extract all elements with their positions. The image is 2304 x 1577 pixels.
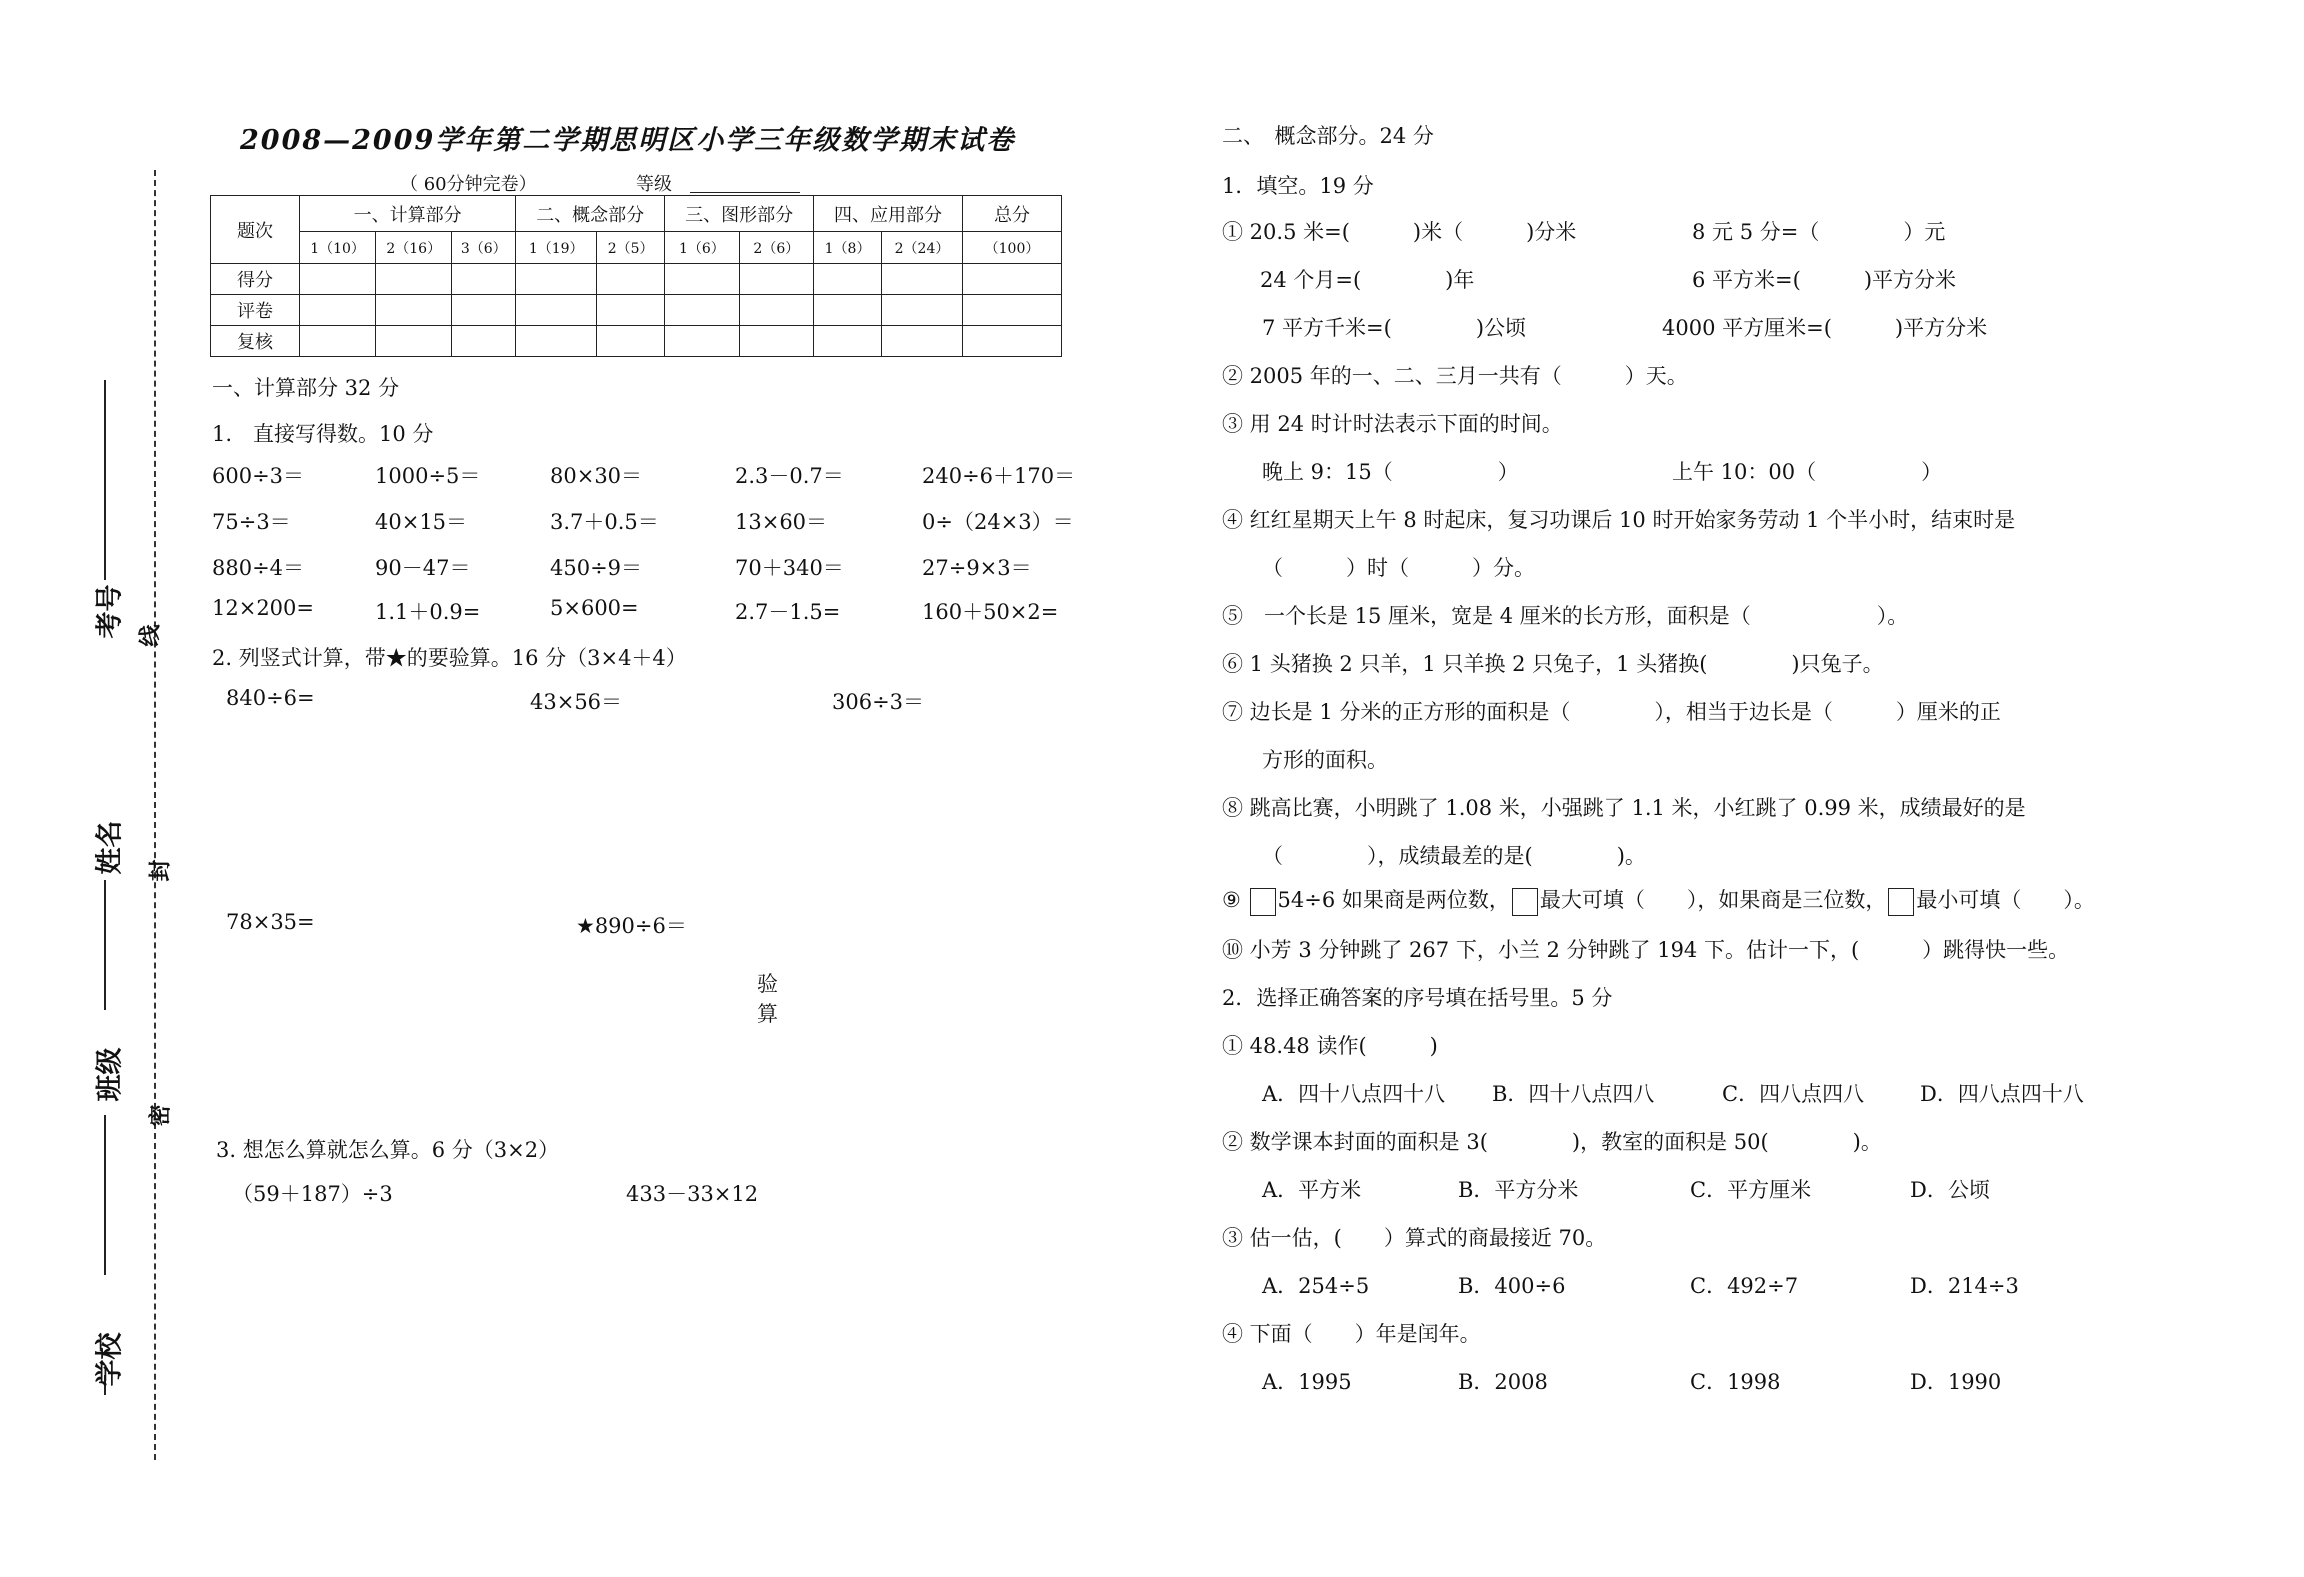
blank-box[interactable] bbox=[1250, 888, 1276, 916]
q1-item: 90－47＝ bbox=[375, 556, 471, 580]
binding-dashed-line bbox=[154, 170, 156, 1460]
table-group-geometry: 三、图形部分 bbox=[665, 196, 814, 232]
fill-q1e: 7 平方千米=( )公顷 bbox=[1262, 316, 1527, 340]
q1-item: 13×60＝ bbox=[735, 510, 828, 534]
score-cell[interactable] bbox=[452, 295, 516, 326]
name-label: 姓名 bbox=[94, 820, 126, 875]
q1-item: 70＋340＝ bbox=[735, 556, 844, 580]
score-cell[interactable] bbox=[300, 326, 376, 357]
score-cell[interactable] bbox=[814, 295, 882, 326]
q1-item: 0÷（24×3）＝ bbox=[922, 510, 1074, 534]
score-cell[interactable] bbox=[376, 295, 452, 326]
q1-item: 27÷9×3＝ bbox=[922, 556, 1032, 580]
score-cell[interactable] bbox=[597, 264, 665, 295]
table-row-label: 评卷 bbox=[211, 295, 300, 326]
q1-item: 600÷3＝ bbox=[212, 464, 305, 488]
mi-char: 密 bbox=[148, 1104, 174, 1127]
table-total-label: 总分 bbox=[963, 196, 1062, 232]
score-cell[interactable] bbox=[739, 326, 813, 357]
q2-item: 840÷6= bbox=[226, 686, 315, 710]
choice-option: D．四八点四十八 bbox=[1920, 1082, 2084, 1106]
table-subcol: 2（24） bbox=[882, 232, 963, 264]
score-cell[interactable] bbox=[739, 264, 813, 295]
fill-q7b: 方形的面积。 bbox=[1262, 748, 1388, 772]
fill-q1d: 6 平方米=( )平方分米 bbox=[1692, 268, 1957, 292]
q2-item: 43×56＝ bbox=[530, 690, 623, 714]
class-underline bbox=[104, 1115, 106, 1275]
verify-label: 算 bbox=[757, 1002, 778, 1026]
q1-item: 1000÷5＝ bbox=[375, 464, 481, 488]
q3-item: 433－33×12 bbox=[626, 1182, 759, 1206]
score-cell[interactable] bbox=[452, 326, 516, 357]
table-subcol: 1（8） bbox=[814, 232, 882, 264]
table-subcol: 2（6） bbox=[739, 232, 813, 264]
fill-q5: ⑤ 一个长是 15 厘米，宽是 4 厘米的长方形，面积是（ ）。 bbox=[1222, 604, 1909, 628]
q1-item: 75÷3＝ bbox=[212, 510, 291, 534]
fill-q1c: 24 个月=( )年 bbox=[1260, 268, 1475, 292]
table-group-calc: 一、计算部分 bbox=[300, 196, 516, 232]
score-cell[interactable] bbox=[963, 326, 1062, 357]
score-cell[interactable] bbox=[963, 295, 1062, 326]
score-cell[interactable] bbox=[597, 295, 665, 326]
choice-option: A．1995 bbox=[1262, 1370, 1352, 1394]
score-cell[interactable] bbox=[882, 264, 963, 295]
score-cell[interactable] bbox=[882, 326, 963, 357]
choice-q4: ④ 下面（ ）年是闰年。 bbox=[1222, 1322, 1481, 1346]
score-cell[interactable] bbox=[814, 326, 882, 357]
q3-item: （59＋187）÷3 bbox=[232, 1182, 393, 1206]
score-cell[interactable] bbox=[814, 264, 882, 295]
table-subcol: 3（6） bbox=[452, 232, 516, 264]
q1-item: 240÷6＋170＝ bbox=[922, 464, 1076, 488]
exam-no-underline bbox=[104, 380, 106, 580]
choice-option: C．平方厘米 bbox=[1690, 1178, 1812, 1202]
choice-option: C．1998 bbox=[1690, 1370, 1781, 1394]
table-row-label: 复核 bbox=[211, 326, 300, 357]
q1-item: 2.3－0.7＝ bbox=[735, 464, 844, 488]
fill-q1a: ① 20.5 米=( )米（ )分米 bbox=[1222, 220, 1577, 244]
q2-title: 2. 列竖式计算，带★的要验算。16 分（3×4＋4） bbox=[212, 646, 687, 670]
choice-option: B．平方分米 bbox=[1458, 1178, 1579, 1202]
blank-box[interactable] bbox=[1512, 888, 1538, 916]
fill-q10: ⑩ 小芳 3 分钟跳了 267 下，小兰 2 分钟跳了 194 下。估计一下，( ）跳得快一些。 bbox=[1222, 938, 2070, 962]
table-subcol: 1（6） bbox=[665, 232, 739, 264]
choice-q3: ③ 估一估，( ）算式的商最接近 70。 bbox=[1222, 1226, 1607, 1250]
fill-q9-text: 54÷6 如果商是两位数， bbox=[1277, 888, 1510, 912]
table-subcol: 2（5） bbox=[597, 232, 665, 264]
choice-option: D．1990 bbox=[1910, 1370, 2002, 1394]
fill-q2: ② 2005 年的一、二、三月一共有（ ）天。 bbox=[1222, 364, 1688, 388]
fill-q4b: （ ）时（ ）分。 bbox=[1262, 556, 1535, 580]
school-label: 学校 bbox=[94, 1332, 126, 1387]
exam-title: 2008—2009学年第二学期思明区小学三年级数学期末试卷 bbox=[240, 125, 1016, 156]
choice-option: A．254÷5 bbox=[1262, 1274, 1370, 1298]
choice-option: D．214÷3 bbox=[1910, 1274, 2019, 1298]
q2-item: 78×35= bbox=[226, 910, 315, 934]
q1-item: 2.7－1.5= bbox=[735, 600, 841, 624]
fill-q1f: 4000 平方厘米=( )平方分米 bbox=[1662, 316, 1988, 340]
fill-q7: ⑦ 边长是 1 分米的正方形的面积是（ ），相当于边长是（ ）厘米的正 bbox=[1222, 700, 2001, 724]
q1-item: 450÷9＝ bbox=[550, 556, 643, 580]
section1-heading: 一、计算部分 32 分 bbox=[212, 376, 400, 400]
score-table bbox=[210, 195, 1062, 357]
fill-q6: ⑥ 1 头猪换 2 只羊，1 只羊换 2 只兔子，1 头猪换( )只兔子。 bbox=[1222, 652, 1884, 676]
grade-underline bbox=[690, 192, 800, 193]
fill-q9 bbox=[1222, 884, 2095, 916]
fill-q3a: 晚上 9：15（ ） bbox=[1262, 460, 1519, 484]
q1-item: 160＋50×2= bbox=[922, 600, 1059, 624]
table-subcol: 1（19） bbox=[516, 232, 597, 264]
score-cell[interactable] bbox=[665, 264, 739, 295]
fill-title: 1．填空。19 分 bbox=[1222, 174, 1374, 198]
fill-q8: ⑧ 跳高比赛，小明跳了 1.08 米，小强跳了 1.1 米，小红跳了 0.99 米，成绩最好的是 bbox=[1222, 796, 2026, 820]
table-subcol: 1（10） bbox=[300, 232, 376, 264]
score-cell[interactable] bbox=[452, 264, 516, 295]
name-underline bbox=[104, 880, 106, 1010]
line-char: 线 bbox=[138, 624, 164, 647]
verify-label: 验 bbox=[757, 972, 778, 996]
choice-option: A．四十八点四十八 bbox=[1262, 1082, 1446, 1106]
table-group-concept: 二、概念部分 bbox=[516, 196, 665, 232]
q1-item: 12×200= bbox=[212, 596, 314, 620]
table-group-application: 四、应用部分 bbox=[814, 196, 963, 232]
table-subcol: 2（16） bbox=[376, 232, 452, 264]
choice-q1: ① 48.48 读作( ) bbox=[1222, 1034, 1438, 1058]
score-cell[interactable] bbox=[597, 326, 665, 357]
q1-item: 40×15＝ bbox=[375, 510, 468, 534]
choice-option: B．四十八点四八 bbox=[1492, 1082, 1655, 1106]
choice-option: B．400÷6 bbox=[1458, 1274, 1566, 1298]
choice-title: 2．选择正确答案的序号填在括号里。5 分 bbox=[1222, 986, 1613, 1010]
score-cell[interactable] bbox=[882, 295, 963, 326]
score-cell[interactable] bbox=[665, 326, 739, 357]
score-cell[interactable] bbox=[516, 264, 597, 295]
choice-option: C．492÷7 bbox=[1690, 1274, 1799, 1298]
score-cell[interactable] bbox=[376, 264, 452, 295]
grade-label: 等级 bbox=[636, 174, 672, 195]
q1-title: 1. 直接写得数。10 分 bbox=[212, 422, 434, 446]
score-cell[interactable] bbox=[516, 295, 597, 326]
q2-item-verify: ★890÷6＝ bbox=[576, 914, 687, 938]
choice-option: D．公顷 bbox=[1910, 1178, 1990, 1202]
score-cell[interactable] bbox=[516, 326, 597, 357]
score-cell[interactable] bbox=[963, 264, 1062, 295]
class-label: 班级 bbox=[94, 1047, 126, 1102]
table-row-label: 得分 bbox=[211, 264, 300, 295]
fill-q9-text: 最大可填（ ），如果商是三位数， bbox=[1539, 888, 1887, 912]
fill-q9-text: 最小可填（ ）。 bbox=[1916, 888, 2095, 912]
q1-item: 1.1＋0.9= bbox=[375, 600, 481, 624]
section2-heading: 二、 概念部分。24 分 bbox=[1222, 124, 1434, 148]
q2-item: 306÷3＝ bbox=[832, 690, 925, 714]
fill-q3b: 上午 10：00（ ） bbox=[1672, 460, 1943, 484]
choice-option: B．2008 bbox=[1458, 1370, 1548, 1394]
score-cell[interactable] bbox=[739, 295, 813, 326]
table-header-question: 题次 bbox=[211, 196, 300, 264]
q1-item: 5×600= bbox=[550, 596, 639, 620]
score-cell[interactable] bbox=[300, 295, 376, 326]
exam-no-label: 考号 bbox=[94, 584, 126, 639]
fill-q9-number: ⑨ bbox=[1222, 888, 1241, 912]
seal-char: 封 bbox=[148, 859, 174, 882]
fill-q1b: 8 元 5 分=（ ）元 bbox=[1692, 220, 1946, 244]
fill-q3: ③ 用 24 时计时法表示下面的时间。 bbox=[1222, 412, 1563, 436]
q1-item: 3.7＋0.5＝ bbox=[550, 510, 659, 534]
q3-title: 3. 想怎么算就怎么算。6 分（3×2） bbox=[216, 1138, 560, 1162]
choice-option: C．四八点四八 bbox=[1722, 1082, 1865, 1106]
fill-q8b: （ ），成绩最差的是( )。 bbox=[1262, 844, 1646, 868]
score-cell[interactable] bbox=[665, 295, 739, 326]
score-cell[interactable] bbox=[300, 264, 376, 295]
q1-item: 880÷4＝ bbox=[212, 556, 305, 580]
time-note: （ 60分钟完卷） bbox=[400, 174, 537, 195]
blank-box[interactable] bbox=[1888, 888, 1914, 916]
table-total-points: （100） bbox=[963, 232, 1062, 264]
q1-item: 80×30＝ bbox=[550, 464, 643, 488]
fill-q4: ④ 红红星期天上午 8 时起床，复习功课后 10 时开始家务劳动 1 个半小时，结束时是 bbox=[1222, 508, 2016, 532]
choice-option: A．平方米 bbox=[1262, 1178, 1362, 1202]
choice-q2: ② 数学课本封面的面积是 3( )，教室的面积是 50( )。 bbox=[1222, 1130, 1882, 1154]
score-cell[interactable] bbox=[376, 326, 452, 357]
